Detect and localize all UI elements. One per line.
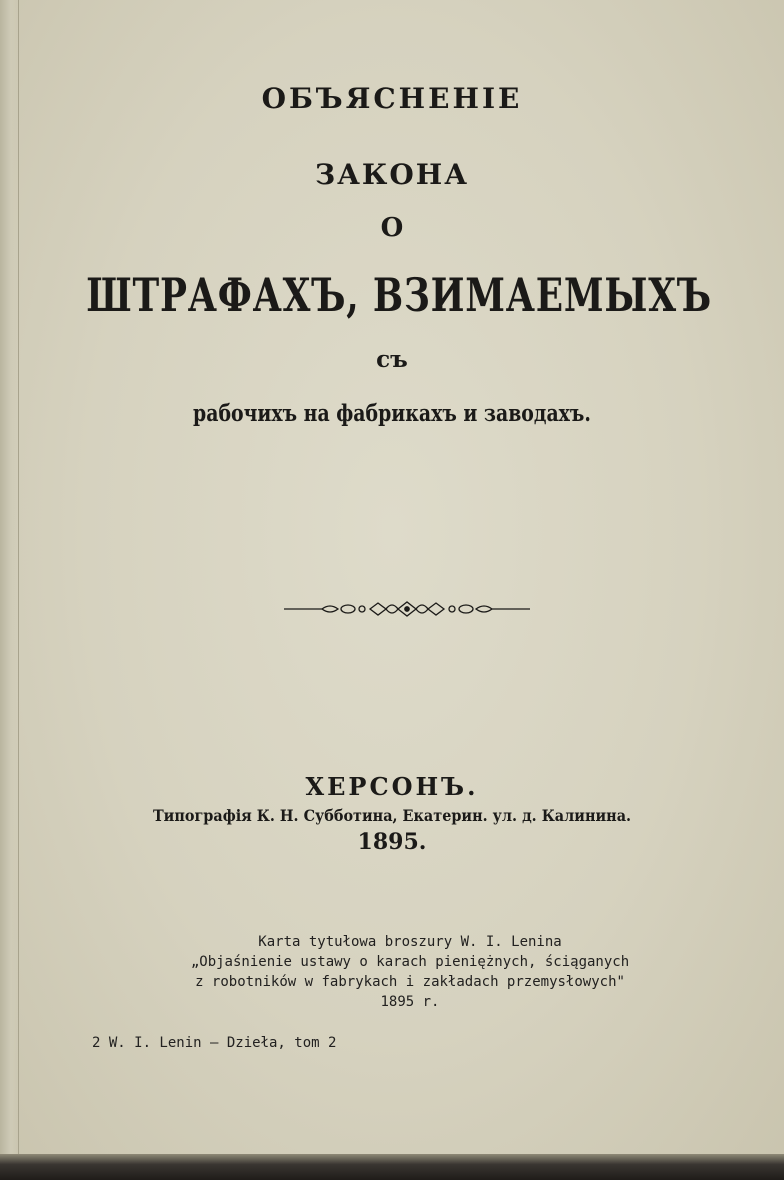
ornament-divider-icon xyxy=(282,598,532,620)
page-bottom-edge xyxy=(0,1154,784,1180)
imprint-city: ХЕРСОНЪ. xyxy=(305,772,479,801)
caption-line-3: z robotników w fabrykach i zakładach przemysłowych" xyxy=(195,974,625,990)
title-line-fines: ШТРАФАХЪ, ВЗИМАЕМЫХЪ xyxy=(86,268,713,322)
caption-line-4: 1895 r. xyxy=(380,994,440,1010)
imprint-printer: Типографія К. Н. Субботина, Екатерин. ул. д. Калинина. xyxy=(152,806,632,825)
title-line-law: ЗАКОНА xyxy=(314,158,470,191)
page-footer: 2 W. I. Lenin — Dzieła, tom 2 xyxy=(92,1035,337,1051)
title-line-workers: рабочихъ на фабрикахъ и заводахъ. xyxy=(193,400,591,427)
title-line-from: съ xyxy=(376,346,408,373)
imprint-year: 1895. xyxy=(357,829,427,855)
title-line-explanation: ОБЪЯСНЕНІЕ xyxy=(261,82,523,115)
title-line-about: О xyxy=(380,213,404,243)
caption-line-2: „Objaśnienie ustawy o karach pieniężnych, ściąganych xyxy=(190,954,630,970)
caption-line-1: Karta tytułowa broszury W. I. Lenina xyxy=(258,934,562,950)
